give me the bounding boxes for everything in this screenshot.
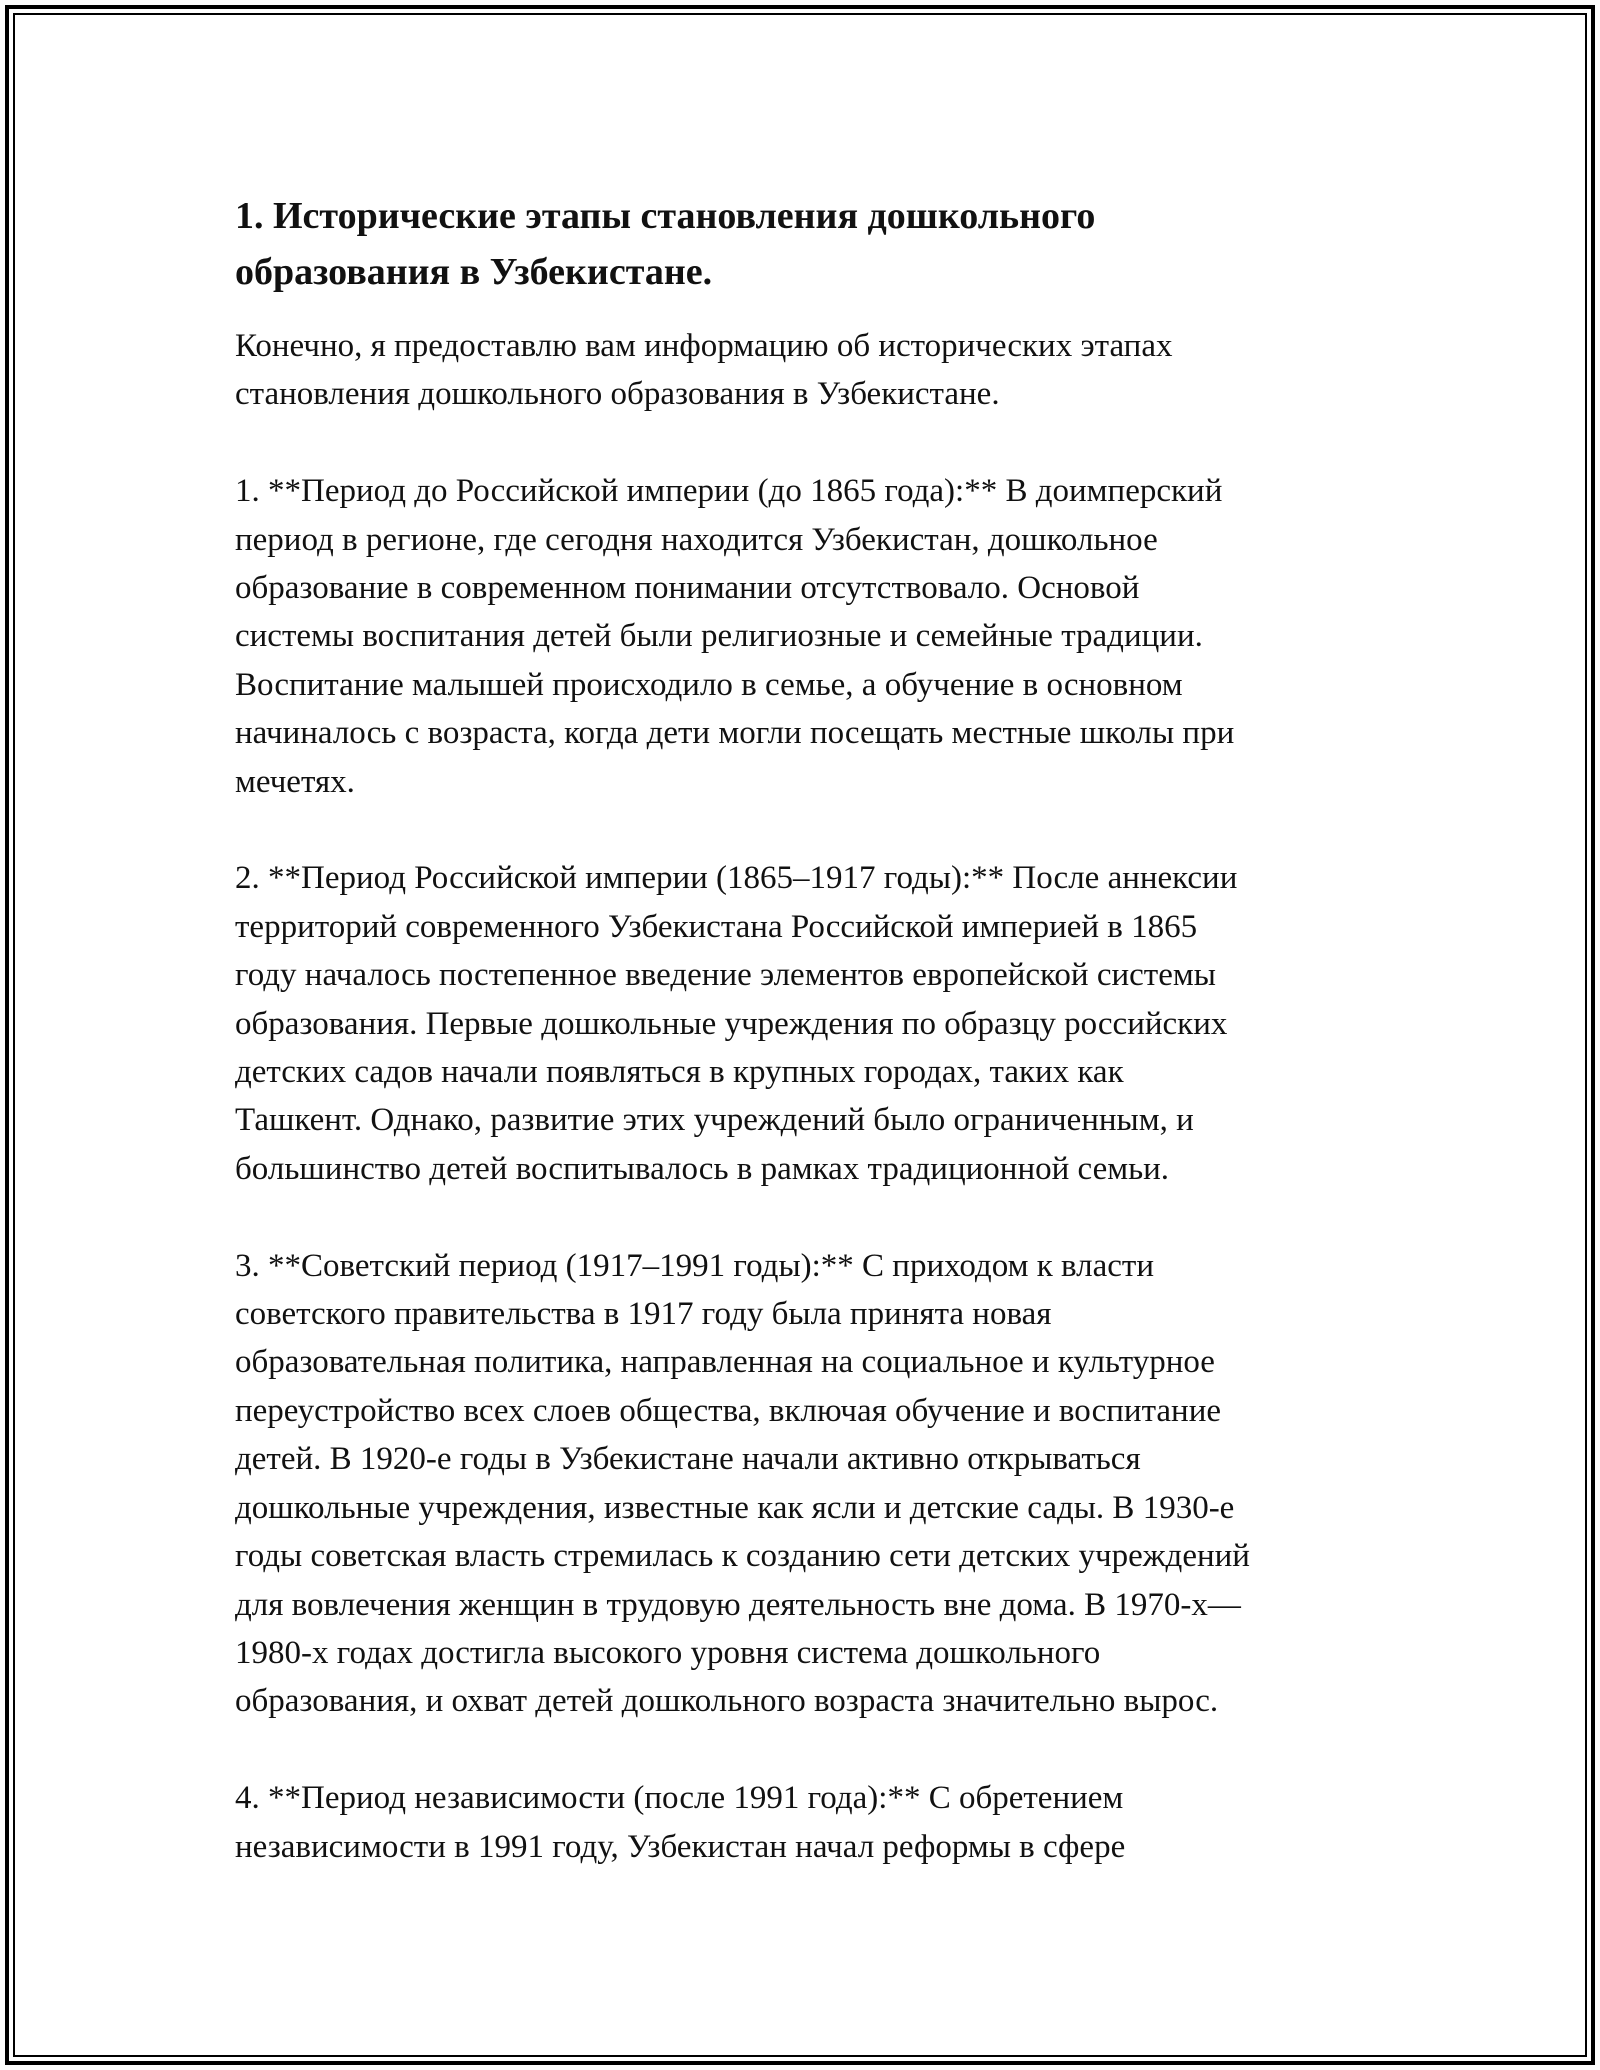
section-paragraph-4: 4. **Период независимости (после 1991 года):** С обретением независимости в 1991 году, Узбекистан начал реформы в сфере [235, 1780, 1126, 1865]
section-paragraph-3: 3. **Советский период (1917–1991 годы):** С приходом к власти советского правительства в 1917 году была принята новая образовательная политика, направленная на социальное и культурное переустройство всех слоев общества, включая обучение и воспитание детей. В 1920-е годы в Узбекистане начали активно открываться дошкольные учреждения, известные как ясли и детские сады. В 1930-е годы советская власть стремилась к созданию сети детских учреждений для вовлечения женщин в трудовую деятельность вне дома. В 1970-х— 1980-х годах достигла высокого уровня система дошкольного образования, и охват детей дошкольного возраста значительно вырос. [235, 1247, 1250, 1720]
section-paragraph-1: 1. **Период до Российской империи (до 1865 года):** В доимперский период в регионе, где сегодня находится Узбекистан, дошкольное образование в современном понимании отсутствовало. Основой системы воспитания детей были религиозные и семейные традиции. Воспитание малышей происходило в семье, а обучение в основном начиналось с возраста, когда дети могли посещать местные школы при мечетях. [235, 473, 1235, 800]
intro-paragraph: Конечно, я предоставлю вам информацию об исторических этапах становления дошкольного образования в Узбекистане. [235, 328, 1173, 413]
document-body [235, 188, 1375, 1871]
section-paragraph-2: 2. **Период Российской империи (1865–1917 годы):** После аннексии территорий современного Узбекистана Российской империей в 1865 году началось постепенное введение элементов европейской системы образования. Первые дошкольные учреждения по образцу российских детских садов начали появляться в крупных городах, таких как Ташкент. Однако, развитие этих учреждений было ограниченным, и большинство детей воспитывалось в рамках традиционной семьи. [235, 860, 1238, 1187]
document-heading: 1. Исторические этапы становления дошкольного образования в Узбекистане. [235, 195, 1096, 293]
